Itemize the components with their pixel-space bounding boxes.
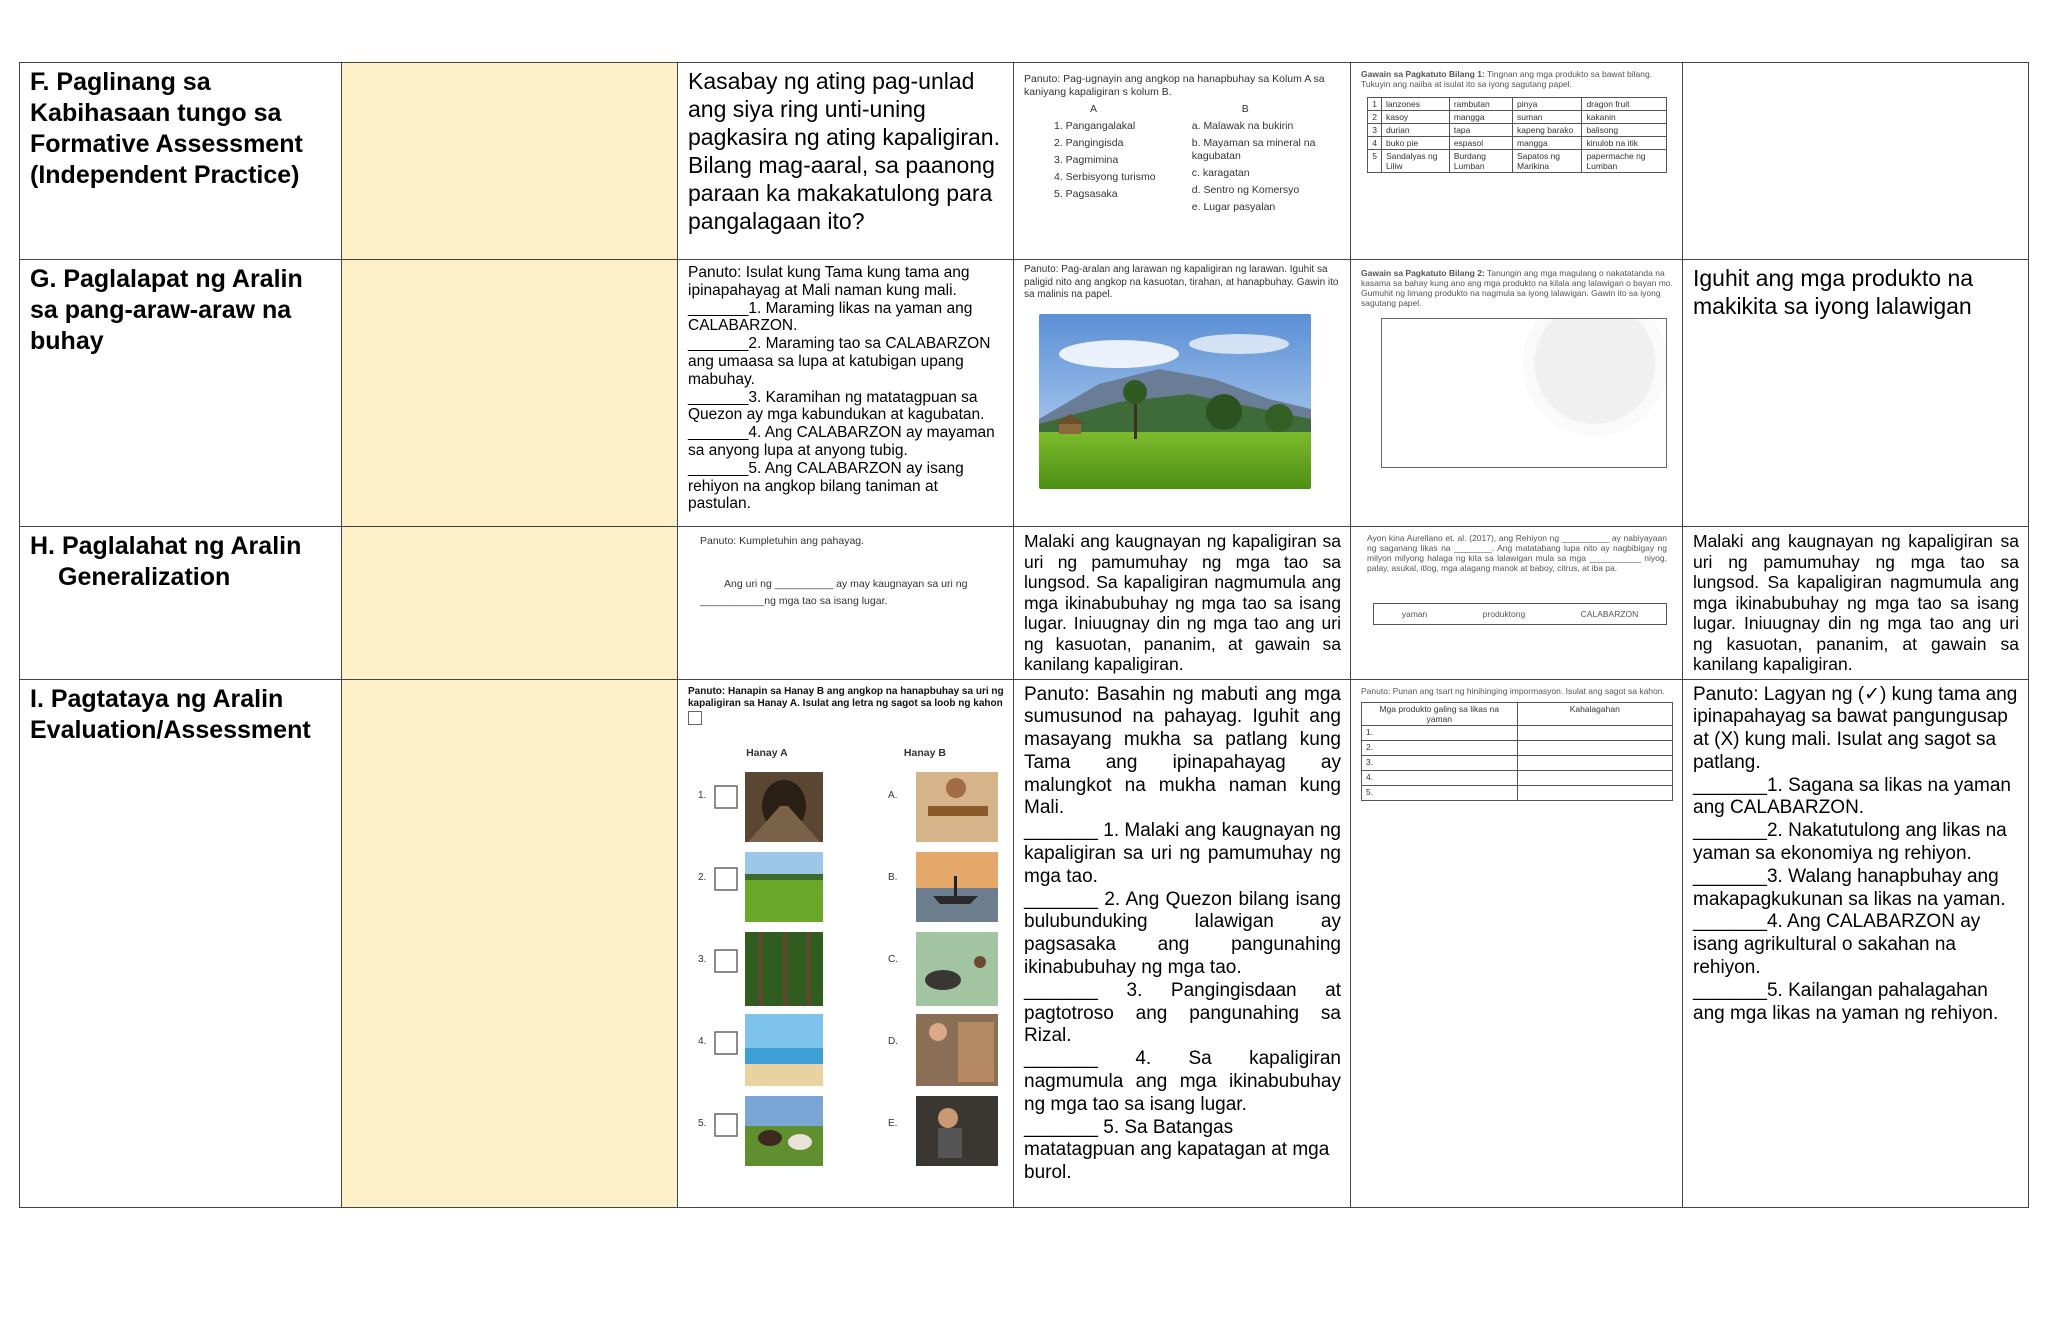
- table-cell: [1517, 785, 1673, 800]
- row-h-label-line2: Generalization: [58, 563, 231, 591]
- hanay-a-number: 5.: [698, 1117, 707, 1129]
- list-item: _______3. Karamihan ng matatagpuan sa Quezon ay mga kabundukan at kagubatan.: [688, 388, 985, 424]
- col-b-item: e. Lugar pasyalan: [1191, 201, 1276, 213]
- table-cell: suman: [1513, 111, 1582, 124]
- table-cell: 1.: [1362, 725, 1518, 740]
- table-cell: [1517, 740, 1673, 755]
- hanay-a-number: 1.: [698, 789, 707, 801]
- list-item: _______ 3. Pangingisdaan at pagtotroso ang pangunahing sa Rizal.: [1024, 979, 1341, 1047]
- row-f-products-worksheet: [1351, 63, 1683, 260]
- landscape-photo: [1039, 314, 1311, 489]
- drawing-box: [1381, 318, 1667, 468]
- instruction-text: Panuto: Hanapin sa Hanay B ang angkop na hanapbuhay sa uri ng kapaligiran sa Hanay A. Isulat ang letra ng sagot sa loob ng kahon: [688, 685, 1004, 709]
- row-i-smiley-quiz: [1014, 679, 1351, 1207]
- hanay-a-number: 4.: [698, 1035, 707, 1047]
- hanay-b-letter: A.: [888, 789, 898, 801]
- table-cell: lanzones: [1381, 98, 1449, 111]
- table-cell: kasoy: [1381, 111, 1449, 124]
- answer-checkbox: [715, 950, 737, 972]
- answer-box-icon: [688, 711, 702, 725]
- table-row: [1368, 137, 1667, 150]
- chart-instruction: Panuto: Punan ang tsart ng hinihinging impormasyon. Isulat ang sagot sa kahon.: [1361, 685, 1665, 696]
- carabao-plowing-image: [916, 932, 998, 1006]
- table-cell: mangga: [1449, 111, 1512, 124]
- table-row: [1362, 770, 1673, 785]
- table-cell: Sapatos ng Marikina: [1513, 150, 1582, 173]
- choice: produktong: [1482, 609, 1526, 619]
- table-cell: mangga: [1513, 137, 1582, 150]
- table-row: [1362, 740, 1673, 755]
- row-g-picture-worksheet: [1014, 260, 1351, 527]
- complete-line1: Ang uri ng __________ ay may kaugnayan sa uri ng: [724, 578, 968, 590]
- list-item: _______2. Maraming tao sa CALABARZON ang umaasa sa lupa at katubigan upang mabuhay.: [688, 335, 991, 388]
- column-a-header: A: [1090, 103, 1098, 115]
- list-item: _______1. Sagana sa likas na yaman ang CALABARZON.: [1693, 774, 2011, 819]
- row-i-check-quiz: [1683, 679, 2029, 1207]
- column-b-header: B: [1241, 103, 1249, 115]
- row-h-fill-blank-worksheet: [1351, 527, 1683, 680]
- header-cell: Mga produkto galing sa likas na yaman: [1362, 702, 1518, 725]
- list-item: _______2. Nakatutulong ang likas na yaman sa ekonomiya ng rehiyon.: [1693, 820, 2007, 865]
- hanay-a-number: 2.: [698, 871, 707, 883]
- row-g-drawing-worksheet: [1351, 260, 1683, 527]
- row-g-label: G. Paglalapat ng Aralin sa pang-araw-araw na buhay: [20, 260, 342, 527]
- row-g-drawing-task: Iguhit ang mga produkto na makikita sa iyong lalawigan: [1683, 260, 2029, 527]
- products-chart: [1361, 702, 1673, 801]
- worksheet-title: Gawain sa Pagkatuto Bilang 1:: [1361, 69, 1485, 79]
- table-cell: kinulob na itik: [1582, 137, 1666, 150]
- table-cell: buko pie: [1381, 137, 1449, 150]
- table-cell: [1517, 725, 1673, 740]
- list-item: _______3. Walang hanapbuhay ang makapagkukunan sa likas na yaman.: [1693, 865, 2006, 910]
- table-cell: pinya: [1513, 98, 1582, 111]
- col-b-item: d. Sentro ng Komersyo: [1191, 184, 1300, 196]
- table-cell: balisong: [1582, 124, 1666, 137]
- row-h-shaded-cell: [342, 527, 678, 680]
- row-h-label-line1: H. Paglalahat ng Aralin: [30, 532, 302, 560]
- choices-box: [1373, 603, 1667, 625]
- answer-checkbox: [715, 868, 737, 890]
- row-f-question: Kasabay ng ating pag-unlad ang siya ring unti-uning pagkasira ng ating kapaligiran. Bilang mag-aaral, sa paanong paraan ka makakatulong para pangalagaan ito?: [678, 63, 1014, 260]
- row-g-true-false: [678, 260, 1014, 527]
- row-i-shaded-cell: [342, 679, 678, 1207]
- matching-picture-grid: [688, 766, 1006, 1166]
- table-cell: 5: [1368, 150, 1382, 173]
- header-cell: Kahalagahan: [1517, 702, 1673, 725]
- answer-checkbox: [715, 1032, 737, 1054]
- row-h-label: [20, 527, 342, 680]
- table-cell: rambutan: [1449, 98, 1512, 111]
- table-cell: Sandalyas ng Liliw: [1381, 150, 1449, 173]
- row-f-shaded-cell: [342, 63, 678, 260]
- table-row: [1368, 150, 1667, 173]
- table-cell: 5.: [1362, 785, 1518, 800]
- table-row: [1368, 98, 1667, 111]
- col-a-item: 2. Pangingisda: [1054, 137, 1124, 149]
- list-item: _______ 1. Malaki ang kaugnayan ng kapaligiran sa uri ng pamumuhay ng mga tao.: [1024, 820, 1341, 887]
- list-item: _______4. Ang CALABARZON ay mayaman sa anyong lupa at anyong tubig.: [688, 424, 995, 459]
- hanay-b-letter: E.: [888, 1117, 898, 1129]
- hanay-a-header: Hanay A: [746, 746, 788, 759]
- table-header-row: [1362, 702, 1673, 725]
- table-cell: dragon fruit: [1582, 98, 1666, 111]
- row-g: [20, 260, 2029, 527]
- row-f-matching-worksheet: [1014, 63, 1351, 260]
- answer-checkbox: [715, 786, 737, 808]
- table-cell: 1: [1368, 98, 1382, 111]
- complete-line2: ___________ng mga tao sa isang lugar.: [700, 595, 888, 607]
- table-cell: espasol: [1449, 137, 1512, 150]
- col-b-item: a. Malawak na bukirin: [1191, 120, 1294, 132]
- table-cell: durian: [1381, 124, 1449, 137]
- answer-checkbox: [715, 1114, 737, 1136]
- products-table: [1367, 97, 1667, 173]
- worksheet-instruction: Tanungin ang mga magulang o nakatatanda na kasama sa bahay kung ano ang mga produkto na kilala ang lalawigan o bayan mo. Gumuhit ng limang produkto na nagmula sa iyong lalawigan. Gawin ito sa iyong sagutang papel.: [1361, 268, 1673, 308]
- col-a-item: 4. Serbisyong turismo: [1054, 171, 1156, 183]
- hanay-b-letter: D.: [888, 1035, 898, 1047]
- hanay-b-letter: B.: [888, 871, 898, 883]
- smiley-instruction: Panuto: Basahin ng mabuti ang mga sumusunod na pahayag. Iguhit ang masayang mukha sa patlang kung Tama ang ipinapahayag ay malungkot na mukha naman kung Mali.: [1024, 683, 1341, 819]
- list-item: _______1. Maraming likas na yaman ang CALABARZON.: [688, 299, 973, 335]
- table-row: [1362, 755, 1673, 770]
- column-a: [1024, 103, 1192, 214]
- check-instruction: Panuto: Lagyan ng (✓) kung tama ang ipinapahayag sa bawat pangungusap at (X) kung mali. Isulat ang sagot sa patlang.: [1693, 683, 2018, 773]
- tf-instruction: Panuto: Isulat kung Tama kung tama ang ipinapahayag at Mali naman kung mali.: [688, 264, 970, 299]
- table-cell: kapeng barako: [1513, 124, 1582, 137]
- matching-instruction: Panuto: Pag-ugnayin ang angkop na hanapbuhay sa Kolum A sa kaniyang kapaligiran s kolum B.: [1024, 73, 1325, 98]
- col-b-item: b. Mayaman sa mineral na kagubatan: [1191, 137, 1316, 162]
- choice: yaman: [1401, 609, 1428, 619]
- row-i-chart-worksheet: [1351, 679, 1683, 1207]
- row-h-summary-repeat: Malaki ang kaugnayan ng kapaligiran sa uri ng pamumuhay ng mga tao sa lungsod. Sa kapaligiran nagmumula ang mga ikinabubuhay ng mga tao sa isang lugar. Iniuugnay din ng mga tao ang uri ng kasuotan, pananim, at gawain sa kanilang kapaligiran.: [1683, 527, 2029, 680]
- list-item: _______5. Ang CALABARZON ay isang rehiyon na angkop bilang taniman at pastulan.: [688, 459, 964, 513]
- worksheet-instruction: Tingnan ang mga produkto sa bawat bilang. Tukuyin ang naiiba at isulat ito sa iyong sagutang papel.: [1361, 69, 1653, 89]
- hanay-b-header: Hanay B: [903, 746, 946, 759]
- row-g-shaded-cell: [342, 260, 678, 527]
- row-h: [20, 527, 2029, 680]
- table-row: [1362, 725, 1673, 740]
- column-b: [1192, 103, 1341, 214]
- col-a-item: 1. Pangangalakal: [1054, 120, 1136, 132]
- complete-instruction: Panuto: Kumpletuhin ang pahayag.: [700, 535, 865, 547]
- matching-pictures-instruction: [688, 684, 1004, 725]
- list-item: _______ 5. Sa Batangas matatagpuan ang kapatagan at mga burol.: [1024, 1116, 1330, 1184]
- col-a-item: 5. Pagsasaka: [1054, 188, 1118, 200]
- table-cell: [1517, 755, 1673, 770]
- table-row: [1368, 124, 1667, 137]
- table-cell: 2.: [1362, 740, 1518, 755]
- col-b-item: c. karagatan: [1191, 167, 1250, 179]
- picture-instruction: Panuto: Pag-aralan ang larawan ng kapaligiran ng larawan. Iguhit sa paligid nito ang angkop na kasuotan, tirahan, at hanapbuhay. Gawin ito sa malinis na papel.: [1024, 264, 1339, 300]
- table-cell: Burdang Lumban: [1449, 150, 1512, 173]
- list-item: _______4. Ang CALABARZON ay isang agrikultural o sakahan na rehiyon.: [1693, 911, 1981, 979]
- list-item: _______ 4. Sa kapaligiran nagmumula ang mga ikinabubuhay ng mga tao sa isang lugar.: [1024, 1048, 1341, 1115]
- table-cell: 4.: [1362, 770, 1518, 785]
- table-cell: 3.: [1362, 755, 1518, 770]
- row-i-label: I. Pagtataya ng Aralin Evaluation/Assessment: [20, 679, 342, 1207]
- row-f-empty-cell: [1683, 63, 2029, 260]
- choice: CALABARZON: [1580, 609, 1639, 619]
- table-cell: [1517, 770, 1673, 785]
- list-item: _______ 2. Ang Quezon bilang isang bulubunduking lalawigan ay pagsasaka ang pangunahing ikinabubuhay ng mga tao.: [1024, 888, 1341, 979]
- row-h-complete-statement: [678, 527, 1014, 680]
- table-cell: papermache ng Lumban: [1582, 150, 1666, 173]
- table-cell: 4: [1368, 137, 1382, 150]
- row-i: [20, 679, 2029, 1207]
- row-i-matching-pictures: [678, 679, 1014, 1207]
- hanay-a-number: 3.: [698, 953, 707, 965]
- table-row: [1368, 111, 1667, 124]
- lesson-plan-table: [19, 62, 2029, 1208]
- row-f-label: F. Paglinang sa Kabihasaan tungo sa Formative Assessment (Independent Practice): [20, 63, 342, 260]
- list-item: _______5. Kailangan pahalagahan ang mga likas na yaman ng rehiyon.: [1693, 979, 1999, 1024]
- row-h-summary: Malaki ang kaugnayan ng kapaligiran sa uri ng pamumuhay ng mga tao sa lungsod. Sa kapaligiran nagmumula ang mga ikinabubuhay ng mga tao sa isang lugar. Iniuugnay din ng mga tao ang uri ng kasuotan, pananim, at gawain sa kanilang kapaligiran.: [1014, 527, 1351, 680]
- table-cell: kakanin: [1582, 111, 1666, 124]
- table-cell: tapa: [1449, 124, 1512, 137]
- table-cell: 2: [1368, 111, 1382, 124]
- worksheet-title: Gawain sa Pagkatuto Bilang 2:: [1361, 268, 1485, 278]
- fill-blank-text: Ayon kina Aurellano et. al. (2017), ang Rehiyon ng __________ ay nabiyayaan ng saganang likas na ________. Ang matatabang lupa nito ay nagbibigay ng milyon milyong halaga ng kita sa lalawigan mula sa mga ___________ niyog, palay, asukal, itlog, mga alagang manok at baboy, citrus, at iba pa.: [1367, 533, 1667, 573]
- row-f: [20, 63, 2029, 260]
- col-a-item: 3. Pagmimina: [1054, 154, 1119, 166]
- hanay-b-letter: C.: [888, 953, 898, 965]
- table-cell: 3: [1368, 124, 1382, 137]
- table-row: [1362, 785, 1673, 800]
